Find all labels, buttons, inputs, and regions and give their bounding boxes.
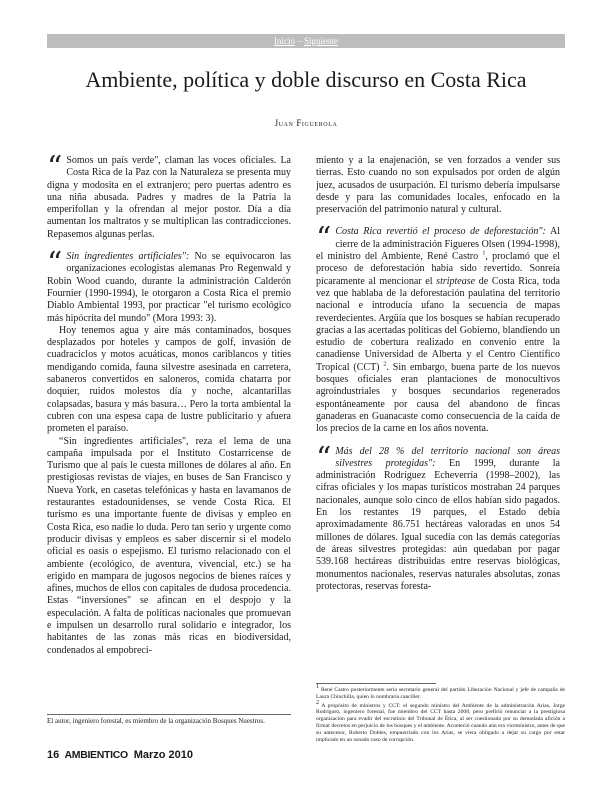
footnote-2 [316,699,565,744]
article-author: Juan Figuerola [274,118,338,128]
section-lead: Costa Rica revertió el proceso de deforestación": [335,226,546,238]
nav-separator: – [295,36,304,46]
paragraph-contaminacion: Hoy tenemos agua y aire más contaminados, bosques desplazados por hoteles y campos de golf, invasión de cuadraciclos y motos acuáticas, monos cariblancos y titíes mendigando comida, fauna silvestre asesinada en carretera, sabaneros convertidos en saloneros, comida chatarra por doquier, ruidos molestos día y noche, alcantarillas colapsadas, basura y más basura… Pero la torta ambiental la cubren con una espesa capa de lustre publicitario y afuera prometen el paraíso. [47,324,291,435]
left-column [47,155,291,710]
paragraph-text: , proclamó que el proceso de deforestación había sido revertido. Sonreía pícaramente al mencionar el [316,251,560,287]
paragraph-text: . Sin embargo, buena parte de los nuevos bosques oficiales eran plantaciones de monocultivos agroindustriales y bosques secundarios regenerados espontáneamente por causa del abandono de fincas ganaderas en Guanacaste como consecuencia de la caída de los precios de la carne en los años noventa. [316,361,560,435]
paragraph-text: No se equivocaron las organizaciones ecologistas alemanas Pro Regenwald y Robin Wood cuando, durante la administración Calderón Fournier (1990-1994), le otorgaron a Costa Rica el premio Diablo Ambiental 1993, por practicar "el turismo ecológico más hipócrita del mundo" (Mora 1993: 3). [47,251,291,324]
footnote-number: 1 [316,684,319,691]
top-navigation-bar [47,34,565,48]
footnote-number: 2 [316,699,319,706]
footnote-text: A propósito de ministros y CCT: el segundo ministro del Ambiente de la administración Arias, Jorge Rodríguez, ingeniero forestal, fue miembro del CCT hasta 2008, pero prefirió renunciar a la prestigiosa organización para evadir del escrutinio del Tribunal de Ética, al ser cuestionado por su demodada afición a firmar decretos en perjuicio de los bosques y el ambiente. Aconteció cuando aún era viceministro, antes de que su antecesor, Roberto Dobles, empuerriado con los Arias, se viera obligado a dejar su cargo por estar implicado en un sonado caso de corrupción. [316,702,565,743]
siguiente-link[interactable]: Siguiente [304,36,338,46]
paragraph-text: Al cierre de la administración Figueres Olsen (1994-1998), el ministro del Ambiente, René Castro [316,226,560,263]
paragraph-text: Somos un país verde", claman las voces oficiales. La Costa Rica de la Paz con la Naturaleza se presenta muy digna y modosita en el extranjero; pero puertas adentro es una niña abusada. Padres y madres de la Patria la emperifollan y la ofrendan al mejor postor. Día a día aumentan los maltratos y se multiplican las contradicciones. Repasemos algunas perlas. [47,155,291,240]
issue-date: Marzo 2010 [133,749,194,761]
section-lead: Sin ingredientes artificiales": [66,251,190,263]
article-title: Ambiente, política y doble discurso en Costa Rica [85,67,527,92]
right-column [316,155,560,675]
page-footer [47,748,197,762]
footnote-text: René Castro posteriormente sería secretario general del partido Liberación Nacional y jefe de campaña de Laura Chinchilla, quien lo nombraría canciller. [316,687,565,700]
page-number: 16 [47,749,60,761]
italic-term: striptease [436,275,476,287]
open-quote-glyph: “ [316,440,332,476]
footnote-1 [316,684,565,701]
author-note-divider [47,714,291,715]
author-note: El autor, ingeniero forestal, es miembro de la organización Bosques Nuestros. [47,717,265,725]
paragraph-text: de Costa Rica, toda vez que hablaba de la deforestación paulatina del territorio nacional e introducía ufano la secuencia de mapas reverdecientes. Argüía que los bosques se habían recuperado gracias a las acertadas políticas del Gobierno, blandiendo un estudio de cobertura realizado en convenio entre la canadiense Universidad de Alberta y el Centro Científico Tropical (CCT) [316,275,560,373]
paragraph-areas-protegidas [316,440,560,594]
footnotes [316,684,565,745]
paragraph-intro [47,155,291,241]
open-quote-glyph: “ [47,155,63,185]
paragraph-continuation: miento y a la enajenación, se ven forzados a vender sus tierras. Esto cuando no son expulsados por orden de algún juez, acusados de usurpación. El turismo debería impulsarse desde y para las comunidades locales, enfocado en la preservación del patrimonio natural y cultural. [316,155,560,216]
footnote-ref-1[interactable]: 1 [482,250,486,257]
open-quote-glyph: “ [316,221,332,257]
magazine-logo: AMBIENTICO [64,750,129,761]
open-quote-glyph: “ [47,246,63,282]
paragraph-deforestacion [316,221,560,435]
section-lead: Más del 28 % del territorio nacional son áreas silvestres protegidas": [335,445,560,469]
footnotes-divider [316,683,436,684]
paragraph-sin-ingredientes [47,246,291,325]
paragraph-turismo: “Sin ingredientes artificiales", reza el lema de una campaña impulsada por el Instituto Costarricense de Turismo que al país le cuesta millones de dólares al año. En prestigiosas revistas de viajes, en buses de San Francisco y Nueva York, en casetas telefónicas y hasta en lavamanos de restaurantes estadounidenses, se vende Costa Rica. El turismo es una importante fuente de divisas y empleo en Costa Rica, eso nadie lo duda. Pero tan serio y urgente como producir divisas y empleos es saber discernir si el modelo oficial es oasis o espejismo. El turismo relacionado con el ambiente (ecológico, de aventura, vivencial, etc.) se ha erigido en mampara de jugosos negocios de bienes raíces y afines, muchos de ellos con capitales de dudosa procedencia. Estas “inversiones" se afincan en el despojo y la especulación. A falta de políticas nacionales que promuevan e impulsen un desarrollo rural solidario e integrador, los habitantes de las zonas más ricas en biodiversidad, condenados al empobreci- [47,435,291,656]
paragraph-text: En 1999, durante la administración Rodríguez Echeverría (1998–2002), las cifras oficiales y los mapas turísticos mostraban 24 parques nacionales, aunque solo cinco de ellos habían sido pagados. En los restantes 19 parques, el Estado debía aproximadamente 86.751 hectáreas valoradas en unos 54 millones de dólares. Igual sucedía con las demás categorías de áreas silvestres protegidas: aún quedaban por pagar 539.168 hectáreas distribuidas entre reservas biológicas, monumentos nacionales, reservas naturales absolutas, zonas protectoras, reservas foresta- [316,457,560,592]
inicio-link[interactable]: Inicio [274,36,295,46]
footnote-ref-2[interactable]: 2 [383,361,387,368]
